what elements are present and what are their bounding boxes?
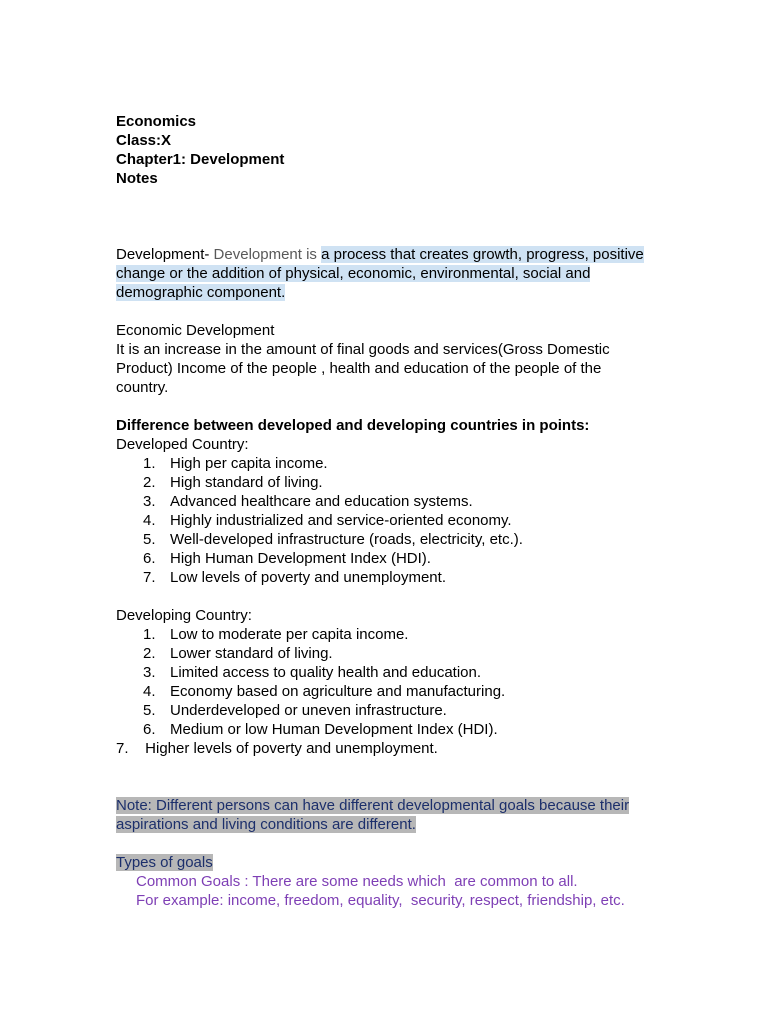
note-paragraph (116, 796, 656, 834)
document-page (116, 112, 656, 910)
common-goals-text: Common Goals : There are some needs which are common to all. (136, 873, 578, 890)
development-repeat: Development is (213, 246, 322, 263)
list-item: 6. High Human Development Index (HDI). (143, 550, 431, 567)
note-text: Note: Different persons can have different developmental goals because their aspirations and living conditions are different. (116, 797, 630, 833)
notes-label: Notes (116, 170, 158, 187)
list-item: 1. High per capita income. (143, 455, 328, 472)
list-item: 6. Medium or low Human Development Index (HDI). (143, 721, 498, 738)
list-item: 4. Highly industrialized and service-oriented economy. (143, 512, 512, 529)
list-item: 2. High standard of living. (143, 474, 323, 491)
list-item: 5. Well-developed infrastructure (roads, electricity, etc.). (143, 531, 523, 548)
developed-list (116, 454, 656, 587)
developed-country-title: Developed Country: (116, 436, 249, 453)
developing-list (116, 625, 656, 739)
list-item: 5. Underdeveloped or uneven infrastructure. (143, 702, 447, 719)
development-paragraph (116, 245, 656, 302)
list-item: 3. Limited access to quality health and education. (143, 664, 482, 681)
class-label: Class:X (116, 132, 172, 149)
list-item: 2. Lower standard of living. (143, 645, 333, 662)
difference-heading: Difference between developed and developing countries in points: (116, 417, 590, 434)
economic-development-title: Economic Development (116, 322, 275, 339)
goals-example-text: For example: income, freedom, equality, security, respect, friendship, etc. (136, 892, 625, 909)
economic-development-text: It is an increase in the amount of final goods and services(Gross Domestic Product) Income of the people , health and education of the people of the country. (116, 341, 610, 396)
goals-title: Types of goals (116, 854, 213, 871)
list-item: 3. Advanced healthcare and education systems. (143, 493, 473, 510)
development-definition: a process that creates growth, progress, positive change or the addition of physical, economic, environmental, social and demographic component. (116, 246, 644, 301)
development-term: Development- (116, 246, 214, 263)
list-item: 4. Economy based on agriculture and manufacturing. (143, 683, 506, 700)
subject-title: Economics (116, 113, 197, 130)
chapter-title: Chapter1: Development (116, 151, 285, 168)
list-item: 7. Low levels of poverty and unemployment. (143, 569, 446, 586)
goals-title-line (116, 853, 656, 872)
list-item: 1. Low to moderate per capita income. (143, 626, 409, 643)
developing-last-item: 7. Higher levels of poverty and unemployment. (116, 740, 438, 757)
developing-country-title: Developing Country: (116, 607, 252, 624)
